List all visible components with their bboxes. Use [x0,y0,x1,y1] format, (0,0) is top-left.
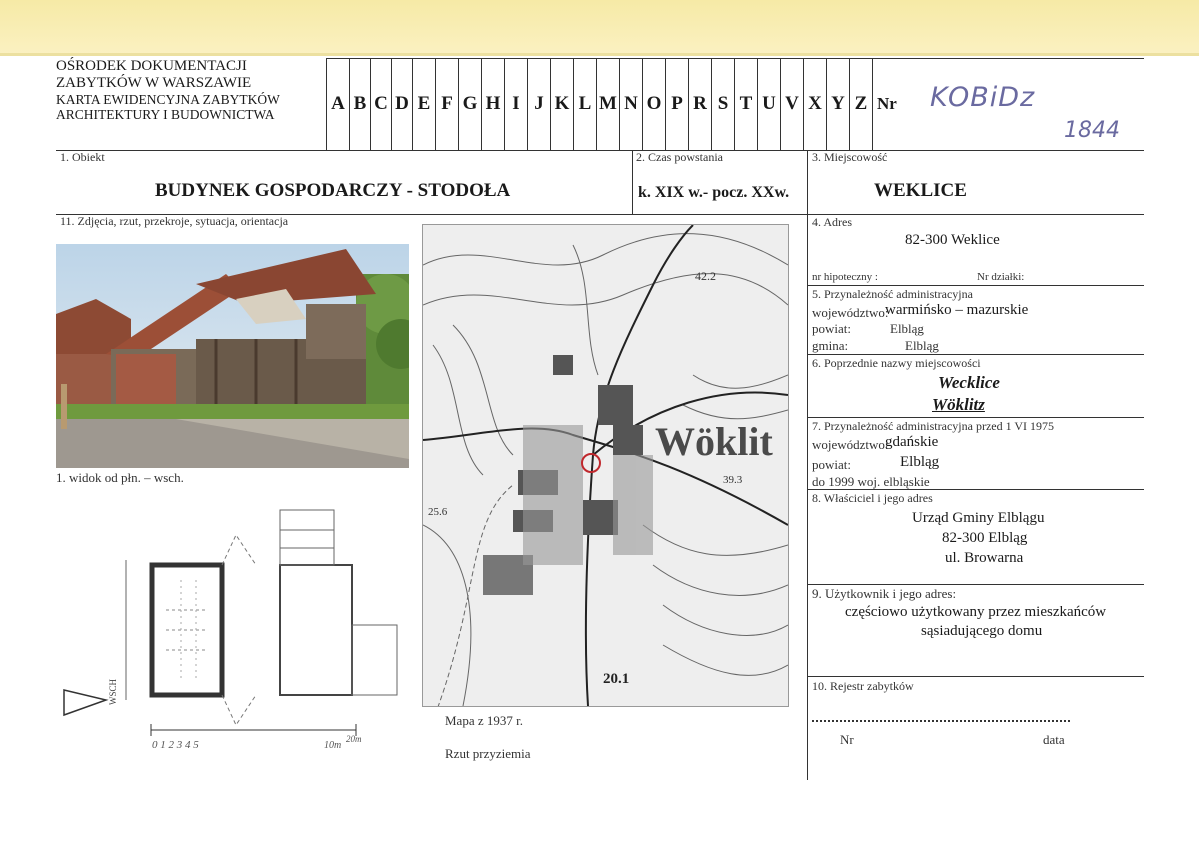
letter-cell-r: R [688,58,711,150]
letter-cell-i: I [504,58,527,150]
letter-index-row [326,58,917,150]
wlasciciel-label: 8. Właściciel i jego adres [812,491,933,505]
rule-r6 [807,417,1144,418]
rejestr-dotted-line [812,720,1070,722]
map-caption: Mapa z 1937 r. [445,713,523,728]
letter-cell-f: F [435,58,458,150]
adres-value: 82-300 Weklice [905,232,1000,248]
map-place-name: Wöklit [655,419,773,464]
przynaleznosc-label: 5. Przynależność administracyjna [812,287,973,301]
photo-caption: 1. widok od płn. – wsch. [56,470,184,485]
poprzednie-2: Wöklitz [932,395,985,414]
obiekt-value: BUDYNEK GOSPODARCZY - STODOŁA [155,180,511,201]
letter-cell-l: L [573,58,596,150]
przed-woj-value: gdańskie [885,434,939,450]
letter-cell-g: G [458,58,481,150]
rejestr-nr: Nr [840,732,854,747]
rule-col-right [807,150,808,780]
poprzednie-label: 6. Poprzednie nazwy miejscowości [812,356,981,370]
letter-cell-v: V [780,58,803,150]
letter-cell-m: M [596,58,619,150]
czas-label: 2. Czas powstania [636,150,723,164]
gmina-value: Elbląg [905,338,939,353]
letter-cell-b: B [349,58,370,150]
wojewodztwo-value: warmińsko – mazurskie [885,302,1029,318]
rule-r4 [807,285,1144,286]
nr-label: Nr [872,58,917,150]
letter-cell-j: J [527,58,550,150]
map-elevation-1: 42.2 [695,269,716,283]
rule-r9 [807,676,1144,677]
wlasciciel-1: Urząd Gminy Elblągu [912,510,1045,526]
letter-cell-a: A [326,58,349,150]
letter-cell-x: X [803,58,826,150]
institution-line-2: ZABYTKÓW W WARSZAWIE [56,75,252,91]
scan-top-band [0,0,1199,56]
hipoteczny-label: nr hipoteczny : [812,271,878,283]
rejestr-data: data [1043,732,1065,747]
letter-cell-d: D [391,58,412,150]
letter-cell-o: O [642,58,665,150]
letter-cell-e: E [412,58,435,150]
card-title-2: ARCHITEKTURY I BUDOWNICTWA [56,107,275,122]
letter-cell-u: U [757,58,780,150]
miejscowosc-value: WEKLICE [874,180,967,201]
institution-block [56,58,280,122]
zdjecia-label: 11. Zdjęcia, rzut, przekroje, sytuacja, orientacja [60,214,289,228]
powiat-value: Elbląg [890,321,924,336]
poprzednie-1: Wecklice [938,373,1000,392]
przed-label: 7. Przynależność administracyjna przed 1 VI 1975 [812,419,1055,433]
czas-value: k. XIX w.- pocz. XXw. [638,184,790,201]
letter-cell-t: T [734,58,757,150]
letter-cell-h: H [481,58,504,150]
letter-cell-c: C [370,58,391,150]
letter-cell-k: K [550,58,573,150]
handwritten-name: KOBiDz [930,82,1036,113]
map-elevation-3: 20.1 [603,671,630,687]
adres-label: 4. Adres [812,215,852,229]
obiekt-label: 1. Obiekt [60,150,105,164]
plan-caption: Rzut przyziemia [445,746,531,761]
rule-r5 [807,354,1144,355]
scale-end: 10m [324,740,342,751]
powiat-label: powiat: [812,321,851,336]
wlasciciel-2: 82-300 Elbląg [942,530,1028,546]
letter-cell-y: Y [826,58,849,150]
card-title-1: KARTA EWIDENCYJNA ZABYTKÓW [56,92,280,107]
uzytkownik-2: sąsiadującego domu [921,623,1043,639]
institution-line-1: OŚRODEK DOKUMENTACJI [56,58,247,74]
uzytkownik-1: częściowo użytkowany przez mieszkańców [845,604,1107,620]
letter-cell-p: P [665,58,688,150]
map-elevation-2: 39.3 [723,474,743,486]
uzytkownik-label: 9. Użytkownik i jego adres: [812,586,957,601]
przed-powiat-value: Elbląg [900,454,940,470]
handwritten-number: 1844 [1064,118,1120,143]
historic-map-1937 [422,224,789,707]
do1999: do 1999 woj. elbląskie [812,474,930,489]
rule-top [326,58,1144,59]
letter-cell-n: N [619,58,642,150]
scale-end-2: 20m [346,734,362,744]
gmina-label: gmina: [812,338,849,353]
przed-powiat-label: powiat: [812,457,851,472]
plan-side-label: WSCH [108,678,118,705]
wlasciciel-3: ul. Browarna [945,550,1024,566]
miejscowosc-label: 3. Miejscowość [812,150,888,164]
przed-woj-label: województwo: [812,437,889,452]
rule-r8 [807,584,1144,585]
map-elevation-4: 25.6 [428,506,448,518]
barn-photo [56,244,409,468]
letter-cell-z: Z [849,58,872,150]
floor-plan-drawing [56,500,406,760]
rule-col-czas [632,150,633,214]
dzialki-label: Nr działki: [977,271,1025,283]
wojewodztwo-label: województwo: [812,305,889,320]
rule-header [56,150,1144,151]
rejestr-label: 10. Rejestr zabytków [812,679,914,693]
scale-numbers: 0 1 2 3 4 5 [152,739,199,751]
letter-cell-s: S [711,58,734,150]
